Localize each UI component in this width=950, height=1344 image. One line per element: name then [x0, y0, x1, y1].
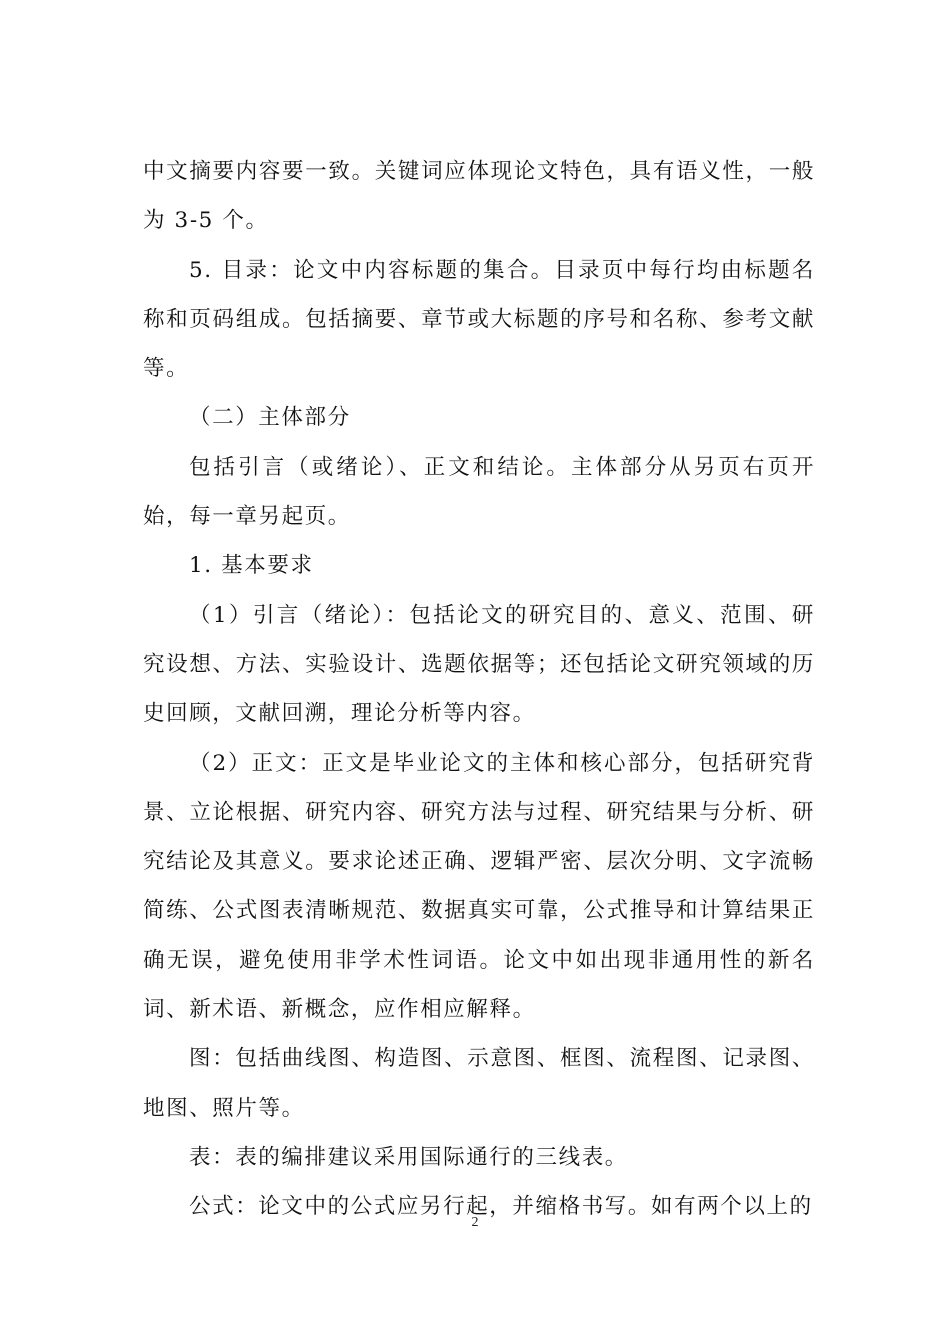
section-heading-main-body: （二）主体部分 [189, 405, 351, 431]
paragraph-tables: 表：表的编排建议采用国际通行的三线表。 [189, 1144, 628, 1170]
page-number: 2 [471, 1215, 479, 1230]
subheading-basic-requirements: 1. 基本要求 [189, 553, 314, 579]
paragraph-main-text: （2）正文：正文是毕业论文的主体和核心部分，包括研究背景、立论根据、研究内容、研究方法与过程、研究结果与分析、研究结论及其意义。要求论述正确、逻辑严密、层次分明、文字流畅简练、公式图表清晰规范、数据真实可靠，公式推导和计算结果正确无误，避免使用非学术性词语。论文中如出现非通用性的新名词、新术语、新概念，应作相应解释。 [143, 750, 815, 1023]
paragraph-abstract-keywords: 中文摘要内容要一致。关键词应体现论文特色，具有语义性，一般为 3-5 个。 [143, 159, 815, 234]
paragraph-table-of-contents: 5. 目录：论文中内容标题的集合。目录页中每行均由标题名称和页码组成。包括摘要、章节或大标题的序号和名称、参考文献等。 [143, 257, 815, 382]
paragraph-main-body-intro: 包括引言（或绪论）、正文和结论。主体部分从另页右页开始，每一章另起页。 [143, 454, 815, 530]
paragraph-introduction: （1）引言（绪论）：包括论文的研究目的、意义、范围、研究设想、方法、实验设计、选题依据等；还包括论文研究领域的历史回顾，文献回溯，理论分析等内容。 [143, 602, 815, 727]
paragraph-figures: 图：包括曲线图、构造图、示意图、框图、流程图、记录图、地图、照片等。 [143, 1046, 815, 1121]
document-body [143, 147, 815, 1232]
paragraph-formulas: 公式：论文中的公式应另行起，并缩格书写。如有两个以上的 [189, 1194, 813, 1220]
